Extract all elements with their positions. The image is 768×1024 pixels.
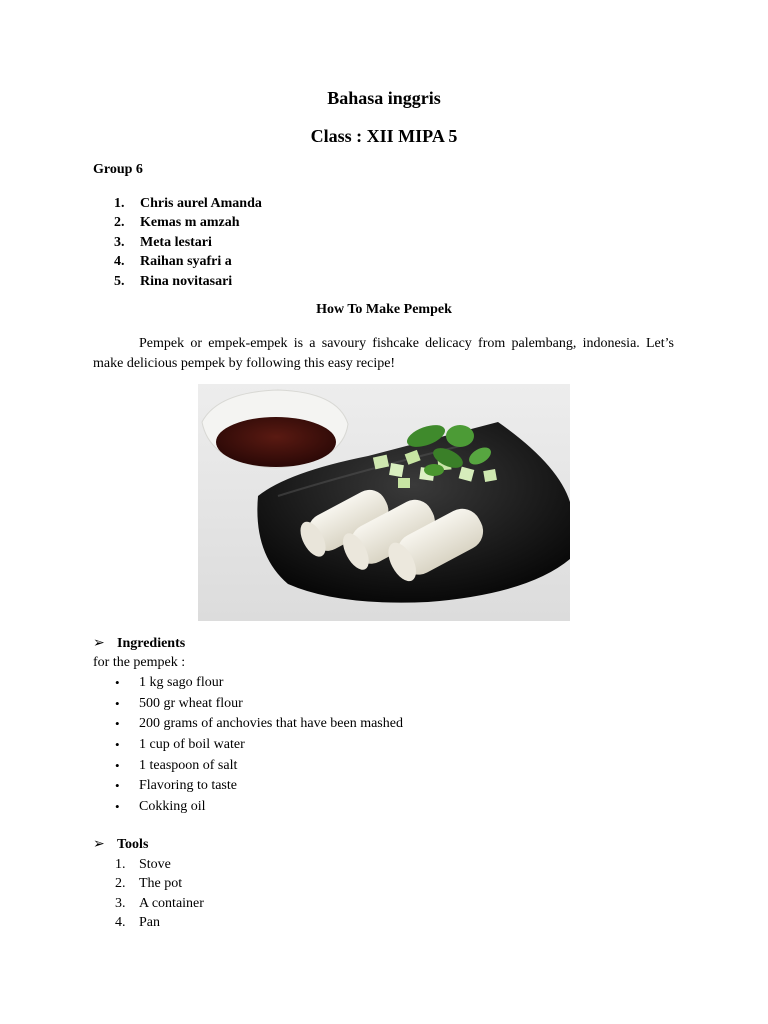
- list-number: 2.: [115, 876, 126, 892]
- bullet-icon: •: [115, 675, 120, 690]
- ingredient-text: 200 grams of anchovies that have been mashed: [139, 716, 403, 732]
- list-item: [93, 913, 204, 932]
- group-label: Group 6: [93, 162, 143, 177]
- section-title: Ingredients: [117, 636, 186, 651]
- list-item: [93, 776, 403, 797]
- list-item: [93, 874, 204, 893]
- bullet-icon: •: [115, 737, 120, 753]
- list-number: 5.: [114, 273, 125, 289]
- bullet-icon: •: [115, 778, 120, 794]
- list-item: [93, 756, 403, 777]
- list-number: 1.: [115, 857, 126, 872]
- list-number: 2.: [114, 215, 125, 231]
- arrow-bullet-icon: ➢: [93, 636, 105, 651]
- section-title: Tools: [117, 837, 149, 852]
- document-title: Bahasa inggris: [327, 88, 441, 108]
- member-name: Chris aurel Amanda: [140, 196, 262, 211]
- list-item: [93, 894, 204, 913]
- ingredient-text: 1 kg sago flour: [139, 675, 224, 690]
- bullet-icon: •: [115, 799, 120, 815]
- bullet-icon: •: [115, 757, 120, 773]
- member-name: Rina novitasari: [140, 273, 233, 289]
- pempek-photo: [198, 384, 570, 621]
- tool-text: A container: [139, 895, 204, 911]
- ingredient-text: 1 cup of boil water: [139, 737, 245, 753]
- ingredient-text: 1 teaspoon of salt: [139, 757, 238, 773]
- tool-text: Stove: [139, 857, 171, 872]
- list-item: [93, 252, 262, 271]
- list-item: [93, 233, 262, 252]
- list-number: 3.: [115, 895, 126, 911]
- recipe-heading: How To Make Pempek: [316, 302, 452, 317]
- ingredients-subheading: for the pempek :: [93, 655, 186, 670]
- list-item: [93, 673, 403, 694]
- member-name: Raihan syafri a: [140, 254, 232, 270]
- member-name: Kemas m amzah: [140, 215, 240, 231]
- arrow-bullet-icon: ➢: [93, 837, 105, 852]
- list-number: 4.: [115, 914, 126, 930]
- tool-text: The pot: [139, 876, 183, 892]
- bullet-icon: •: [115, 695, 120, 711]
- ingredient-text: 500 gr wheat flour: [139, 695, 243, 711]
- pempek-illustration: [198, 384, 570, 621]
- list-item: [93, 194, 262, 213]
- list-item: [93, 855, 204, 874]
- list-item: [93, 735, 403, 756]
- ingredients-list: [93, 673, 403, 818]
- bullet-icon: •: [115, 716, 120, 732]
- ingredients-heading: [93, 635, 185, 652]
- class-heading: Class : XII MIPA 5: [310, 126, 458, 146]
- intro-paragraph: Pempek or empek-empek is a savoury fishcake delicacy from palembang, indonesia. Let’s make delicious pempek by following this easy recipe!: [93, 336, 674, 371]
- list-number: 4.: [114, 254, 125, 270]
- list-item: [93, 714, 403, 735]
- list-item: [93, 213, 262, 232]
- group-member-list: [93, 194, 262, 291]
- tool-text: Pan: [139, 914, 160, 930]
- list-item: [93, 694, 403, 715]
- member-name: Meta lestari: [140, 234, 212, 250]
- list-number: 1.: [114, 196, 125, 211]
- tools-list: [93, 855, 204, 932]
- ingredient-text: Cokking oil: [139, 799, 206, 815]
- tools-heading: [93, 836, 148, 853]
- list-number: 3.: [114, 234, 125, 250]
- list-item: [93, 797, 403, 818]
- list-item: [93, 272, 262, 291]
- ingredient-text: Flavoring to taste: [139, 778, 237, 794]
